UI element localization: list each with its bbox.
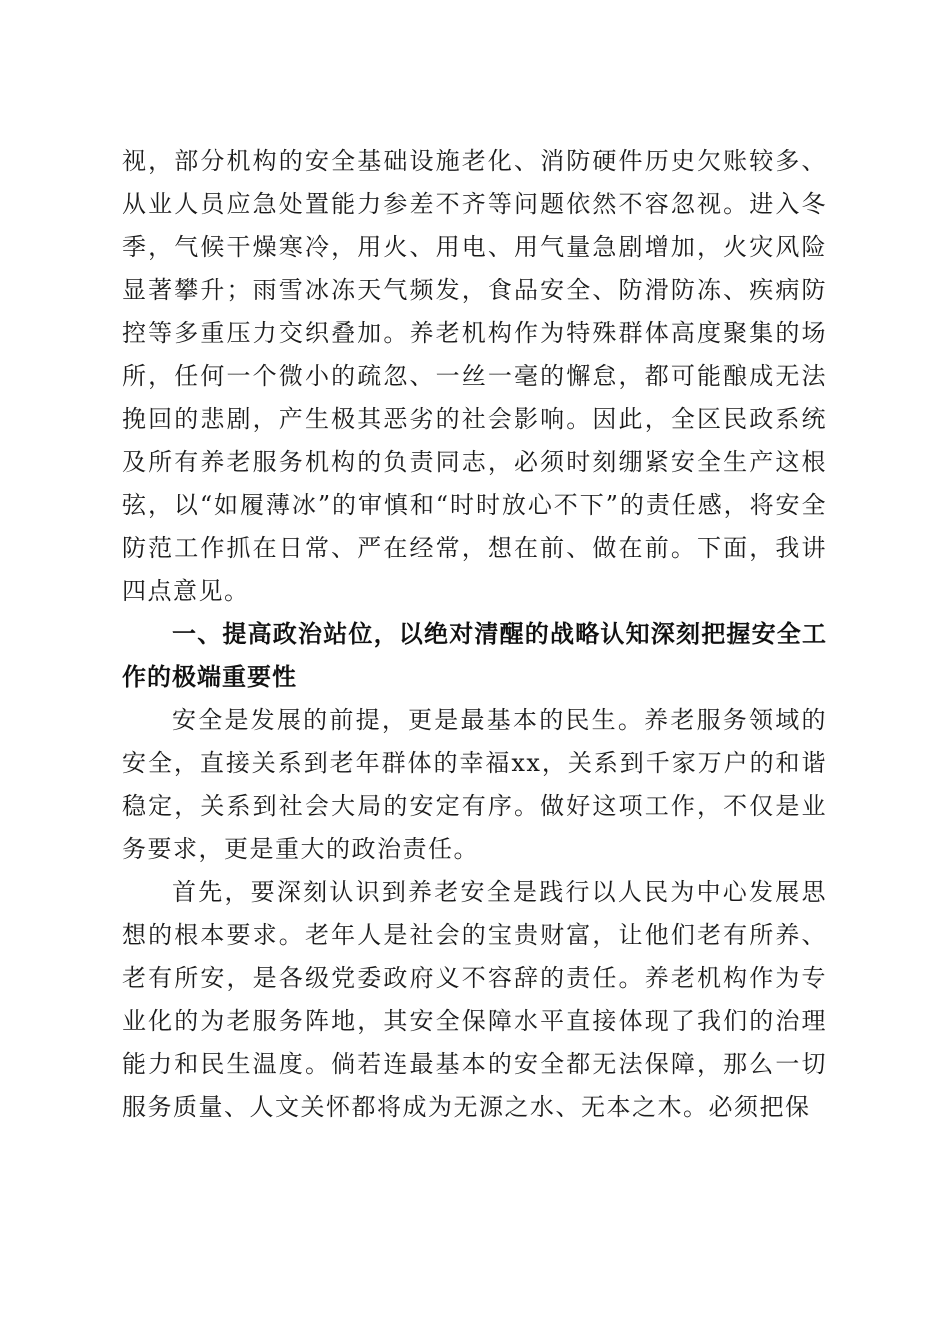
section-heading-1: 一、提高政治站位，以绝对清醒的战略认知深刻把握安全工作的极端重要性 — [122, 620, 827, 691]
paragraph-first-point: 首先，要深刻认识到养老安全是践行以人民为中心发展思想的根本要求。老年人是社会的宝贵财富，让他们老有所养、老有所安，是各级党委政府义不容辞的责任。养老机构作为专业化的为老服务阵地，其安全保障水平直接体现了我们的治理能力和民生温度。倘若连最基本的安全都无法保障，那么一切服务质量、人文关怀都将成为无源之水、无本之木。必须把保 — [122, 878, 827, 1121]
paragraph-continuation: 视，部分机构的安全基础设施老化、消防硬件历史欠账较多、从业人员应急处置能力参差不齐等问题依然不容忽视。进入冬季，气候干燥寒冷，用火、用电、用气量急剧增加，火灾风险显著攀升；雨雪冰冻天气频发，食品安全、防滑防冻、疾病防控等多重压力交织叠加。养老机构作为特殊群体高度聚集的场所，任何一个微小的疏忽、一丝一毫的懈怠，都可能酿成无法挽回的悲剧，产生极其恶劣的社会影响。因此，全区民政系统及所有养老服务机构的负责同志，必须时刻绷紧安全生产这根弦，以“如履薄冰”的审慎和“时时放心不下”的责任感，将安全防范工作抓在日常、严在经常，想在前、做在前。下面，我讲四点意见。 — [122, 147, 827, 605]
paragraph-safety-foundation: 安全是发展的前提，更是最基本的民生。养老服务领域的安全，直接关系到老年群体的幸福xx，关系到千家万户的和谐稳定，关系到社会大局的安定有序。做好这项工作，不仅是业务要求，更是重大的政治责任。 — [122, 706, 827, 863]
document-body — [122, 140, 827, 1129]
